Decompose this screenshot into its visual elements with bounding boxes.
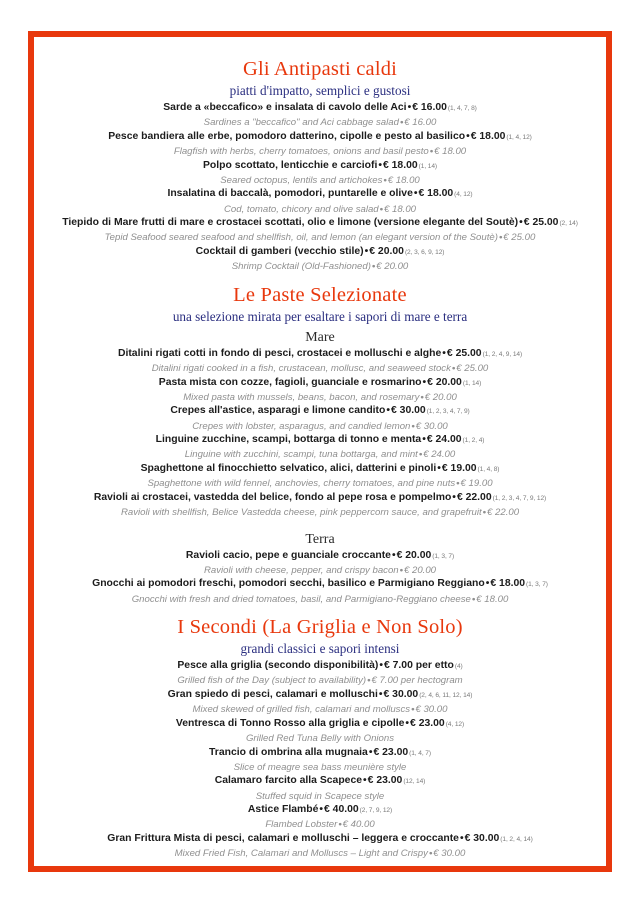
- bullet-separator-icon: •: [411, 420, 415, 432]
- dish-translation: Flagfish with herbs, cherry tomatoes, onions and basil pesto: [173, 146, 429, 157]
- bullet-separator-icon: •: [519, 217, 523, 229]
- allergen-codes: (1, 3, 7): [526, 581, 548, 589]
- dish-price: € 18.00: [490, 578, 526, 590]
- allergen-codes: (1, 2, 4): [462, 437, 485, 445]
- dish-translation: Ravioli with shellfish, Belice Vastedda cheese, pink peppercorn sauce, and grapefruit: [120, 506, 482, 518]
- dish-name-english: [44, 506, 596, 520]
- dish-price-english: € 16.00: [404, 117, 437, 129]
- allergen-codes: (1, 4, 8): [477, 465, 500, 473]
- dish-price-english: € 7.00 per hectogram: [371, 675, 463, 687]
- dish-name-italian: [44, 774, 596, 789]
- allergen-codes: (1, 2, 3, 4, 7, 9, 12): [492, 494, 547, 502]
- dish-name-italian: [44, 216, 596, 231]
- bullet-separator-icon: •: [437, 462, 441, 474]
- dish-name-english: [44, 203, 596, 217]
- dish-title: Calamaro farcito alla Scapece: [214, 775, 363, 787]
- dish-price: € 30.00: [464, 832, 500, 844]
- allergen-codes: (1, 4, 12): [506, 133, 532, 141]
- dish-name-english: [44, 703, 596, 717]
- allergen-codes: (4, 12): [454, 191, 473, 199]
- bullet-separator-icon: •: [363, 775, 367, 787]
- dish-name-english: [44, 477, 596, 491]
- section-subtitle: grandi classici e sapori intensi: [240, 641, 400, 657]
- dish-name-english: [44, 564, 596, 578]
- dish-translation: Mixed pasta with mussels, beans, bacon, and rosemary: [183, 391, 420, 403]
- bullet-separator-icon: •: [368, 746, 373, 758]
- bullet-separator-icon: •: [466, 130, 470, 142]
- bullet-separator-icon: •: [485, 578, 490, 590]
- bullet-separator-icon: •: [471, 593, 476, 605]
- bullet-separator-icon: •: [420, 391, 424, 403]
- dish-translation: Grilled Red Tuna Belly with Onions: [245, 732, 395, 744]
- bullet-separator-icon: •: [386, 405, 391, 417]
- dish-title: Insalatina di baccalà, pomodori, puntarelle e olive: [167, 188, 413, 200]
- dish-price: € 20.00: [396, 549, 432, 561]
- dish-title: Sarde a «beccafico» e insalata di cavolo delle Aci: [163, 102, 407, 113]
- dish-price: € 23.00: [367, 775, 403, 787]
- dish-translation: Cod, tomato, chicory and olive salad: [223, 203, 379, 215]
- dish-name-italian: [44, 187, 596, 202]
- bullet-separator-icon: •: [371, 261, 376, 273]
- allergen-codes: (2, 4, 6, 11, 12, 14): [419, 691, 473, 699]
- dish-name-english: [44, 174, 596, 188]
- allergen-codes: (4, 12): [445, 720, 465, 728]
- dish-name-english: [44, 761, 596, 775]
- dish-title: Pesce alla griglia (secondo disponibilità): [177, 660, 379, 672]
- dish-title: Tiepido di Mare frutti di mare e crostacei scottati, olio e limone (versione elegante del Soutè): [62, 217, 519, 229]
- dish-translation: Linguine with zucchini, scampi, tuna bottarga, and mint: [184, 449, 418, 461]
- dish-name-italian: [44, 832, 596, 847]
- dish-price: € 7.00 per etto: [383, 660, 454, 672]
- allergen-codes: (12, 14): [403, 778, 426, 786]
- bullet-separator-icon: •: [378, 688, 383, 700]
- dish-name-english: [44, 847, 596, 860]
- dish-price: € 24.00: [426, 434, 462, 446]
- dish-name-english: [44, 231, 596, 245]
- dish-title: Ravioli ai crostacei, vastedda del belice, fondo al pepe rosa e pompelmo: [93, 491, 452, 503]
- dish-name-italian: [44, 159, 596, 174]
- dish-price: € 16.00: [412, 102, 447, 113]
- bullet-separator-icon: •: [364, 245, 369, 257]
- allergen-codes: (1, 4, 7, 8): [447, 105, 477, 112]
- bullet-separator-icon: •: [413, 188, 418, 200]
- dish-title: Pesce bandiera alle erbe, pomodoro datterino, cipolle e pesto al basilico: [108, 130, 466, 142]
- allergen-codes: (1, 14): [462, 379, 482, 387]
- dish-name-italian: [44, 549, 596, 564]
- dish-price: € 30.00: [383, 688, 419, 700]
- allergen-codes: (2, 3, 6, 9, 12): [404, 248, 445, 256]
- dish-price-english: € 18.00: [387, 174, 420, 186]
- bullet-separator-icon: •: [459, 832, 464, 844]
- dish-translation: Tepid Seafood seared seafood and shellfish, oil, and lemon (an elegant version of the Soutè): [104, 232, 498, 244]
- dish-price-english: € 24.00: [423, 449, 456, 461]
- dish-price-english: € 22.00: [487, 506, 520, 518]
- dish-translation: Ravioli with cheese, pepper, and crispy bacon: [203, 564, 399, 576]
- dish-title: Gran Frittura Mista di pesci, calamari e molluschi – leggera e croccante: [107, 832, 459, 844]
- dish-title: Cocktail di gamberi (vecchio stile): [195, 245, 364, 257]
- bullet-separator-icon: •: [422, 376, 427, 388]
- bullet-separator-icon: •: [498, 232, 503, 244]
- dish-translation: Flambed Lobster: [265, 819, 338, 831]
- bullet-separator-icon: •: [319, 804, 323, 816]
- group-title: Mare: [305, 329, 335, 345]
- section-title: Gli Antipasti caldi: [242, 58, 398, 80]
- dish-title: Gran spiedo di pesci, calamari e molluschi: [167, 688, 378, 700]
- dish-title: Ravioli cacio, pepe e guanciale croccante: [185, 549, 391, 561]
- dish-price-english: € 30.00: [415, 704, 448, 716]
- dish-name-english: [44, 362, 596, 376]
- dish-name-english: [44, 420, 596, 434]
- dish-price-english: € 20.00: [424, 391, 457, 403]
- dish-price: € 23.00: [373, 746, 409, 758]
- dish-title: Polpo scottato, lenticchie e carciofi: [202, 159, 378, 171]
- dish-translation: Grilled fish of the Day (subject to availability): [177, 675, 367, 687]
- dish-price: € 40.00: [324, 804, 359, 816]
- allergen-codes: (1, 2, 4, 14): [500, 835, 533, 843]
- dish-price-english: € 18.00: [476, 593, 509, 605]
- dish-name-italian: [44, 101, 596, 116]
- dish-price: € 30.00: [391, 405, 426, 417]
- dish-price-english: € 18.00: [434, 146, 467, 157]
- bullet-separator-icon: •: [456, 478, 460, 490]
- dish-title: Linguine zucchine, scampi, bottarga di tonno e menta: [155, 434, 422, 446]
- dish-translation: Stuffed squid in Scapece style: [255, 790, 385, 802]
- dish-translation: Gnocchi with fresh and dried tomatoes, basil, and Parmigiano-Reggiano cheese: [131, 593, 471, 605]
- dish-name-italian: [44, 404, 596, 419]
- dish-name-english: [44, 260, 596, 274]
- bullet-separator-icon: •: [367, 675, 371, 687]
- dish-name-italian: [44, 462, 596, 477]
- section-title: Le Paste Selezionate: [233, 283, 407, 306]
- dish-translation: Slice of meagre sea bass meunière style: [233, 761, 407, 773]
- dish-name-italian: [44, 577, 596, 592]
- dish-translation: Mixed skewed of grilled fish, calamari and molluscs: [192, 704, 411, 716]
- dish-price: € 25.00: [446, 347, 482, 359]
- dish-translation: Shrimp Cocktail (Old-Fashioned): [231, 261, 371, 273]
- dish-price: € 18.00: [382, 159, 418, 171]
- dish-title: Astice Flambé: [247, 804, 319, 816]
- dish-price: € 20.00: [369, 245, 404, 257]
- dish-name-english: [44, 732, 596, 746]
- allergen-codes: (1, 4, 7): [409, 749, 431, 757]
- bullet-separator-icon: •: [482, 506, 487, 518]
- dish-name-english: [44, 116, 596, 130]
- dish-name-italian: [44, 245, 596, 260]
- section-subtitle: una selezione mirata per esaltare i sapori di mare e terra: [172, 308, 468, 324]
- dish-price: € 23.00: [410, 717, 445, 729]
- dish-price: € 18.00: [418, 188, 454, 200]
- dish-name-english: [44, 145, 596, 159]
- bullet-separator-icon: •: [405, 717, 410, 729]
- dish-name-english: [44, 448, 596, 462]
- dish-price: € 22.00: [456, 491, 492, 503]
- dish-price-english: € 18.00: [384, 203, 417, 215]
- dish-price: € 19.00: [441, 462, 477, 474]
- dish-name-english: [44, 674, 596, 688]
- dish-name-italian: [44, 746, 596, 761]
- dish-price: € 25.00: [523, 217, 559, 229]
- dish-translation: Spaghettone with wild fennel, anchovies, cherry tomatoes, and pine nuts: [147, 478, 456, 490]
- dish-translation: Crepes with lobster, asparagus, and candied lemon: [192, 420, 411, 432]
- dish-title: Spaghettone al finocchietto selvatico, alici, datterini e pinoli: [140, 462, 437, 474]
- dish-name-italian: [44, 130, 596, 145]
- dish-price-english: € 30.00: [433, 848, 466, 860]
- bullet-separator-icon: •: [379, 660, 383, 672]
- section-title: I Secondi (La Griglia e Non Solo): [177, 616, 463, 639]
- allergen-codes: (2, 7, 9, 12): [359, 807, 393, 815]
- dish-name-italian: [44, 659, 596, 674]
- group-spacer: [44, 520, 596, 528]
- dish-title: Pasta mista con cozze, fagioli, guanciale e rosmarino: [158, 376, 422, 388]
- bullet-separator-icon: •: [399, 564, 403, 576]
- menu-section: [44, 615, 596, 860]
- dish-name-italian: [44, 433, 596, 448]
- group-title: Terra: [305, 531, 335, 547]
- dish-price: € 18.00: [470, 130, 506, 142]
- allergen-codes: (1, 14): [418, 162, 438, 170]
- dish-name-english: [44, 790, 596, 804]
- bullet-separator-icon: •: [429, 146, 434, 157]
- dish-price-english: € 19.00: [460, 478, 493, 490]
- dish-translation: Sardines a "beccafico" and Aci cabbage salad: [203, 117, 399, 129]
- dish-translation: Ditalini rigati cooked in a fish, crustacean, mollusc, and seaweed stock: [151, 362, 451, 374]
- dish-price-english: € 30.00: [415, 420, 448, 432]
- section-subtitle: piatti d'impatto, semplici e gustosi: [229, 83, 411, 98]
- dish-title: Trancio di ombrina alla mugnaia: [209, 746, 368, 758]
- bullet-separator-icon: •: [379, 203, 383, 215]
- dish-name-italian: [44, 376, 596, 391]
- bullet-separator-icon: •: [383, 174, 387, 186]
- menu-section: [44, 283, 596, 606]
- dish-name-italian: [44, 347, 596, 362]
- dish-name-italian: [44, 491, 596, 506]
- bullet-separator-icon: •: [399, 117, 404, 129]
- bullet-separator-icon: •: [442, 347, 446, 359]
- dish-price: € 20.00: [427, 376, 462, 388]
- allergen-codes: (1, 2, 3, 4, 7, 9): [426, 408, 470, 416]
- dish-name-italian: [44, 803, 596, 818]
- dish-title: Crepes all'astice, asparagi e limone candito: [170, 405, 386, 417]
- bullet-separator-icon: •: [391, 549, 396, 561]
- dish-price-english: € 25.00: [456, 362, 489, 374]
- allergen-codes: (1, 3, 7): [432, 552, 455, 560]
- dish-price-english: € 40.00: [342, 819, 375, 831]
- dish-name-english: [44, 391, 596, 405]
- bullet-separator-icon: •: [378, 159, 382, 171]
- bullet-separator-icon: •: [411, 704, 415, 716]
- menu-section: [44, 57, 596, 274]
- dish-name-italian: [44, 688, 596, 703]
- bullet-separator-icon: •: [428, 848, 433, 860]
- bullet-separator-icon: •: [338, 819, 342, 831]
- bullet-separator-icon: •: [422, 434, 426, 446]
- bullet-separator-icon: •: [451, 362, 456, 374]
- allergen-codes: (1, 2, 4, 9, 14): [482, 350, 523, 358]
- dish-price-english: € 25.00: [503, 232, 536, 244]
- allergen-codes: (4): [454, 663, 463, 671]
- bullet-separator-icon: •: [418, 449, 423, 461]
- menu-content: [40, 43, 600, 860]
- dish-price-english: € 20.00: [376, 261, 409, 273]
- bullet-separator-icon: •: [452, 491, 456, 503]
- dish-title: Gnocchi ai pomodori freschi, pomodori secchi, basilico e Parmigiano Reggiano: [92, 578, 485, 590]
- dish-price-english: € 20.00: [404, 564, 437, 576]
- bullet-separator-icon: •: [407, 102, 412, 113]
- dish-title: Ventresca di Tonno Rosso alla griglia e cipolle: [175, 717, 405, 729]
- dish-name-english: [44, 818, 596, 832]
- dish-translation: Seared octopus, lentils and artichokes: [220, 174, 383, 186]
- dish-name-italian: [44, 717, 596, 732]
- dish-translation: Mixed Fried Fish, Calamari and Molluscs – Light and Crispy: [174, 848, 428, 860]
- dish-title: Ditalini rigati cotti in fondo di pesci, crostacei e molluschi e alghe: [117, 347, 442, 359]
- dish-name-english: [44, 593, 596, 607]
- allergen-codes: (2, 14): [559, 220, 578, 228]
